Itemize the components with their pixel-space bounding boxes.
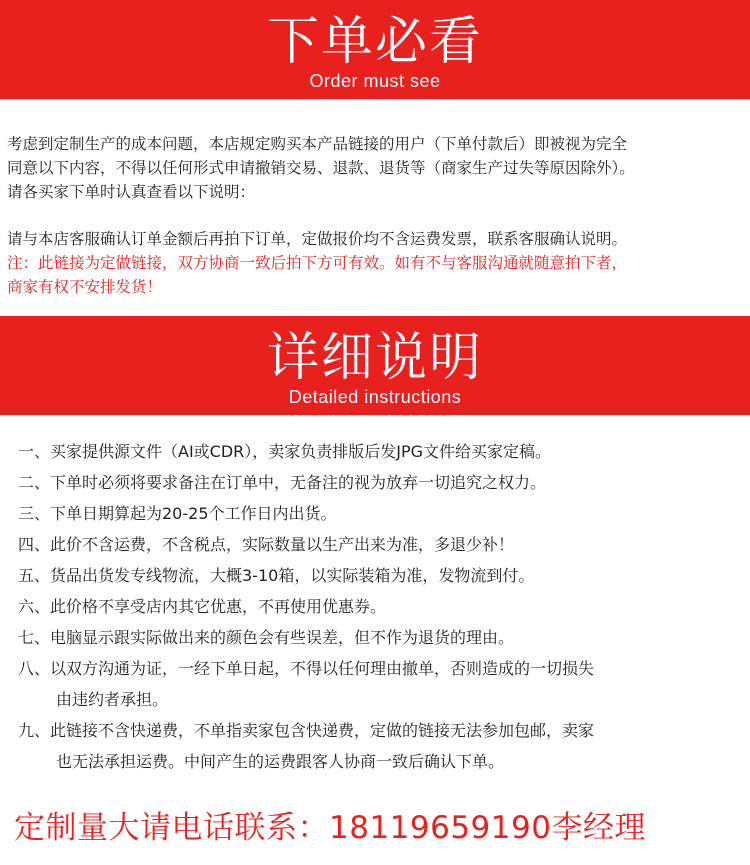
header-banner-order-must-see [0, 0, 750, 99]
list-item [18, 529, 743, 560]
list-item-line: 七、电脑显示跟实际做出来的颜色会有些误差，但不作为退货的理由。 [18, 628, 515, 647]
instructions-list [18, 436, 743, 777]
list-item [18, 498, 743, 529]
banner-title: 详细说明 [266, 328, 483, 388]
list-item [18, 560, 743, 591]
notice-line: 注：此链接为定做链接，双方协商一致后拍下方可有效。如有不与客服沟通就随意拍下者， [7, 254, 628, 272]
list-item [18, 436, 743, 467]
intro-line: 请各买家下单时认真查看以下说明： [7, 183, 256, 201]
banner-title: 下单必看 [266, 12, 483, 72]
list-item [18, 622, 743, 653]
banner-subtitle: Order must see [309, 71, 441, 91]
list-item-line: 二、下单时必须将要求备注在订单中，无备注的视为放弃一切追究之权力。 [18, 473, 547, 492]
notice-paragraph [7, 251, 747, 299]
list-item-line: 九、此链接不含快递费，不单指卖家包含快递费，定做的链接无法参加包邮，卖家 [18, 721, 595, 740]
list-item-line: 八、以双方沟通为证，一经下单日起，不得以任何理由撤单，否则造成的一切损失 [18, 659, 595, 678]
intro-line: 考虑到定制生产的成本问题，本店规定购买本产品链接的用户（下单付款后）即被视为完全 [7, 135, 628, 153]
list-item-line: 一、买家提供源文件（AI或CDR），卖家负责排版后发JPG文件给买家定稿。 [18, 442, 552, 461]
intro-paragraph [7, 132, 747, 204]
list-item-line: 也无法承担运费。中间产生的运费跟客人协商一致后确认下单。 [56, 752, 505, 771]
list-item [18, 467, 743, 498]
intro-line: 同意以下内容，不得以任何形式申请撤销交易、退款、退货等（商家生产过失等原因除外）。 [7, 159, 635, 177]
list-item-line: 六、此价格不享受店内其它优惠，不再使用优惠券。 [18, 597, 387, 616]
contact-phone-line: 定制量大请电话联系：18119659190李经理 [14, 810, 646, 846]
banner-subtitle: Detailed instructions [288, 387, 462, 407]
confirm-line: 请与本店客服确认订单金额后再拍下订单，定做报价均不含运费发票，联系客服确认说明。 [7, 230, 628, 248]
list-item [18, 591, 743, 622]
list-item [18, 715, 743, 777]
list-item-line: 由违约者承担。 [56, 690, 169, 709]
header-banner-detailed-instructions [0, 316, 750, 415]
notice-line: 商家有权不安排发货！ [7, 278, 163, 296]
list-item [18, 653, 743, 715]
list-item-line: 五、货品出货发专线物流，大概3-10箱，以实际装箱为准，发物流到付。 [18, 566, 535, 585]
list-item-line: 三、下单日期算起为20-25个工作日内出货。 [18, 504, 337, 523]
confirm-paragraph [7, 227, 747, 251]
list-item-line: 四、此价不含运费，不含税点，实际数量以生产出来为准，多退少补！ [18, 535, 515, 554]
